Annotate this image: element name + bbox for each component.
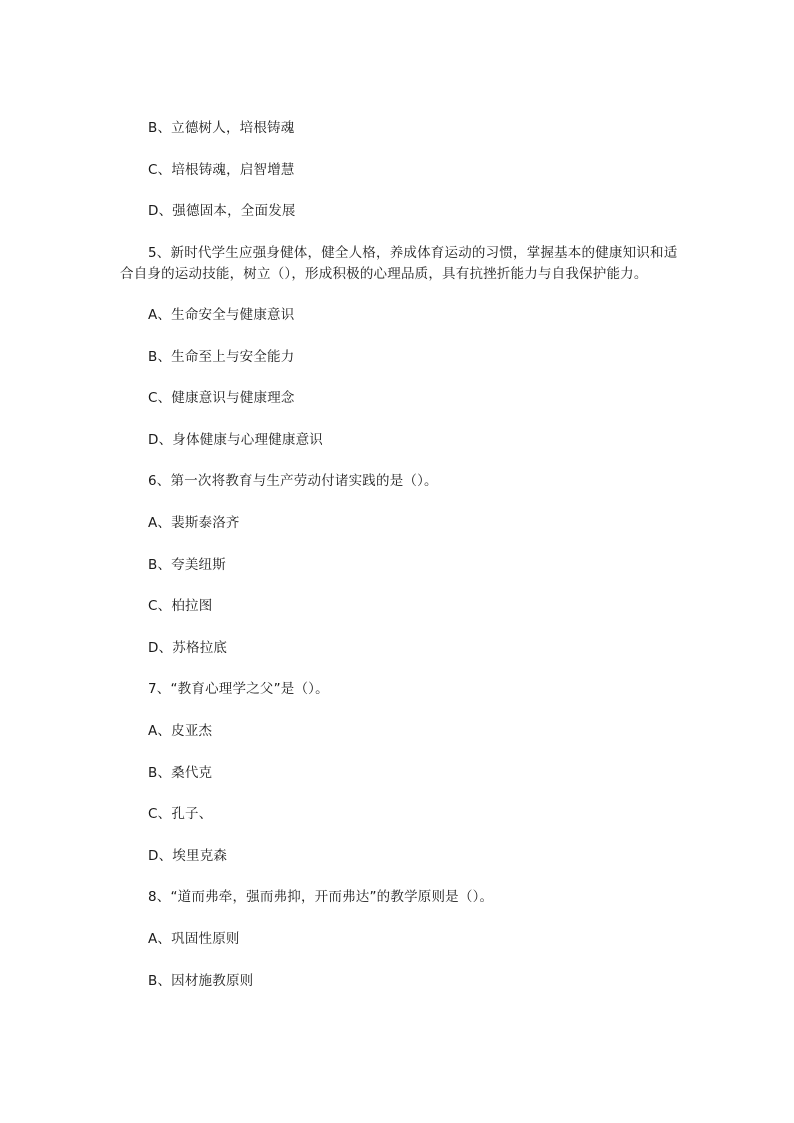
option-d-q5: D、身体健康与心理健康意识 <box>148 432 323 448</box>
option-a-q8: A、巩固性原则 <box>148 931 240 947</box>
question-8: 8、“道而弗牵，强而弗抑，开而弗达”的教学原则是（）。 <box>148 889 494 905</box>
question-5: 5、新时代学生应强身健体，健全人格，养成体育运动的习惯，掌握基本的健康知识和适合自身的运动技能，树立（），形成积极的心理品质，具有抗挫折能力与自我保护能力。 <box>120 245 678 282</box>
option-d-q6: D、苏格拉底 <box>148 640 228 656</box>
option-a-q6: A、裴斯泰洛齐 <box>148 515 240 531</box>
option-b-q6: B、夸美纽斯 <box>148 557 226 573</box>
option-b-q4: B、立德树人，培根铸魂 <box>148 120 295 136</box>
option-c-q7: C、孔子、 <box>148 806 213 822</box>
option-c-q4: C、培根铸魂，启智增慧 <box>148 162 295 178</box>
option-a-q5: A、生命安全与健康意识 <box>148 307 295 323</box>
question-7: 7、“教育心理学之父”是（）。 <box>148 681 329 697</box>
option-d-q4: D、强德固本，全面发展 <box>148 203 296 219</box>
option-c-q5: C、健康意识与健康理念 <box>148 390 295 406</box>
option-c-q6: C、柏拉图 <box>148 598 213 614</box>
option-d-q7: D、埃里克森 <box>148 848 228 864</box>
option-a-q7: A、皮亚杰 <box>148 723 213 739</box>
question-6: 6、第一次将教育与生产劳动付诸实践的是（）。 <box>148 473 438 489</box>
option-b-q5: B、生命至上与安全能力 <box>148 349 295 365</box>
option-b-q8: B、因材施教原则 <box>148 973 254 989</box>
option-b-q7: B、桑代克 <box>148 765 213 781</box>
